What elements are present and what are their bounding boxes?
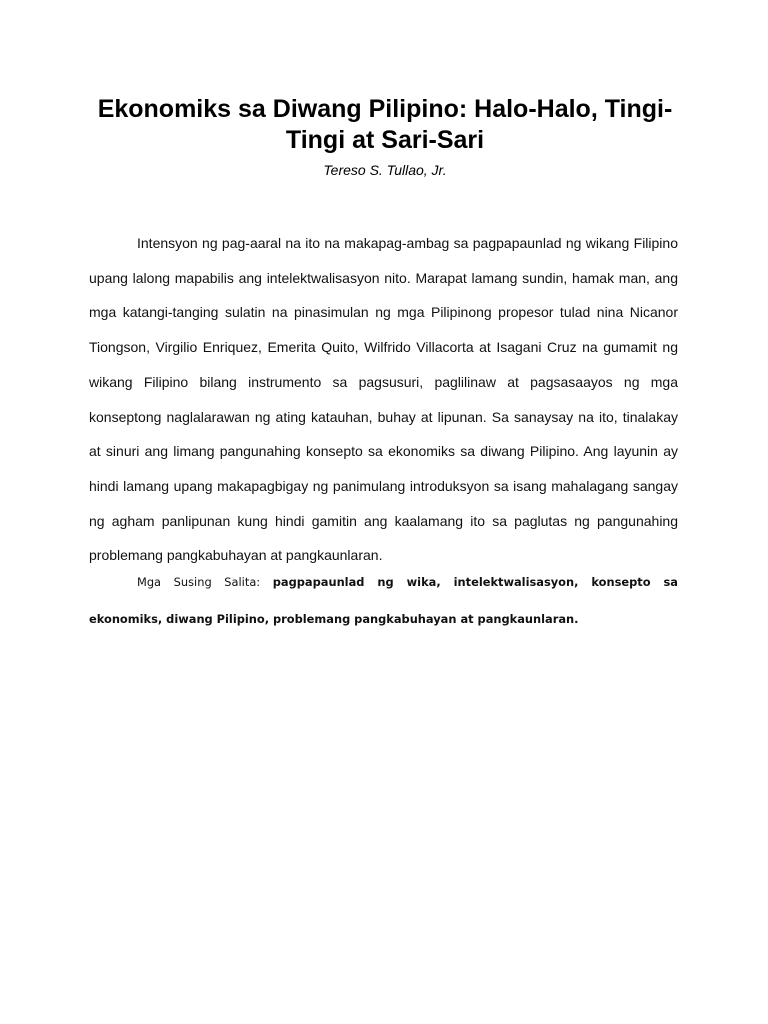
keywords-terms: pagpapaunlad ng wika, intelektwalisasyon, konsepto sa ekonomiks, diwang Pilipino, problemang pangkabuhayan at pangkaunlaran. — [89, 575, 678, 626]
keywords-paragraph — [89, 564, 678, 638]
keywords-label: Mga Susing Salita: — [137, 575, 273, 589]
document-author: Tereso S. Tullao, Jr. — [323, 162, 447, 178]
document-title: Ekonomiks sa Diwang Pilipino: Halo-Halo, Tingi-Tingi at Sari-Sari — [97, 95, 673, 154]
abstract-paragraph: Intensyon ng pag-aaral na ito na makapag-ambag sa pagpapaunlad ng wikang Filipino upang lalong mapabilis ang intelektwalisasyon nito. Marapat lamang sundin, hamak man, ang mga katangi-tanging sulatin na pinasimulan ng mga Pilipinong propesor tulad nina Nicanor Tiongson, Virgilio Enriquez, Emerita Quito, Wilfrido Villacorta at Isagani Cruz na gumamit ng wikang Filipino bilang instrumento sa pagsusuri, paglilinaw at pagsasaayos ng mga konseptong naglalarawan ng ating katauhan, buhay at lipunan. Sa sanaysay na ito, tinalakay at sinuri ang limang pangunahing konsepto sa ekonomiks sa diwang Pilipino. Ang layunin ay hindi lamang upang makapagbigay ng panimulang introduksyon sa isang mahalagang sangay ng agham panlipunan kung hindi gamitin ang kaalamang ito sa paglutas ng pangunahing problemang pangkabuhayan at pangkaunlaran. — [89, 235, 678, 564]
